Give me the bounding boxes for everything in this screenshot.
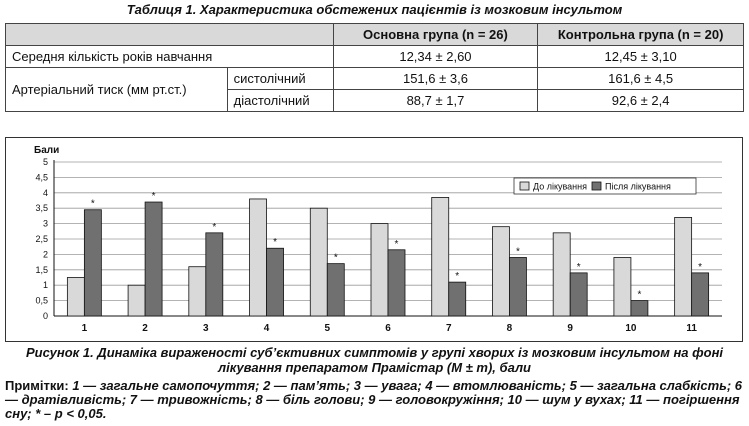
notes-label: Примітки: [5, 378, 69, 393]
bar-before [614, 257, 631, 316]
row-label: Середня кількість років навчання [6, 46, 334, 68]
x-tick-label: 5 [324, 323, 331, 334]
main-value: 88,7 ± 1,7 [333, 90, 538, 112]
significance-mark: * [273, 237, 277, 249]
x-tick-label: 8 [506, 323, 513, 334]
bar-chart [6, 138, 742, 341]
significance-mark: * [394, 238, 399, 250]
bar-before [189, 267, 206, 316]
main-value: 151,6 ± 3,6 [333, 68, 538, 90]
bar-before [553, 233, 570, 316]
notes-text: 1 — загальне самопочуття; 2 — пам’ять; 3 — увага; 4 — втомлюваність; 5 — загальна слабкість; 6 — дратівливість; 7 — тривожність; 8 — біль голови; 9 — головокружіння; 10 — шум у вухах; 11 — погіршення сну; * – p < 0,05. [5, 378, 743, 421]
bar-after [388, 250, 405, 316]
bar-after [449, 282, 466, 316]
bar-before [310, 208, 327, 316]
row-sublabel: систолічний [227, 68, 333, 90]
y-tick-label: 5 [42, 157, 48, 167]
y-axis-label: Бали [34, 145, 60, 156]
row-label: Артеріальний тиск (мм рт.ст.) [6, 68, 228, 112]
legend-label: До лікування [533, 181, 587, 192]
bar-before [492, 227, 509, 316]
significance-mark: * [516, 246, 520, 258]
y-tick-label: 4,5 [35, 172, 48, 183]
x-tick-label: 7 [445, 323, 452, 334]
bar-after [267, 248, 284, 316]
y-tick-label: 2 [42, 249, 48, 260]
bar-after [570, 273, 587, 316]
significance-mark: * [637, 289, 642, 301]
bar-after [84, 210, 101, 316]
table-title: Таблиця 1. Характеристика обстежених пацієнтів із мозковим інсультом [126, 2, 623, 17]
x-tick-label: 2 [142, 323, 148, 334]
table-row [6, 46, 744, 68]
y-tick-label: 2,5 [35, 234, 48, 244]
bar-after [509, 257, 526, 316]
patients-table [5, 23, 744, 112]
control-value: 12,45 ± 3,10 [538, 46, 744, 68]
main-value: 12,34 ± 2,60 [333, 46, 538, 68]
y-tick-label: 0,5 [35, 295, 48, 306]
x-tick-label: 6 [385, 323, 391, 334]
legend-swatch [592, 182, 601, 190]
control-value: 161,6 ± 4,5 [538, 68, 744, 90]
significance-mark: * [698, 261, 703, 273]
row-sublabel: діастолічний [227, 90, 333, 112]
bar-before [128, 285, 145, 316]
bar-after [327, 264, 344, 316]
bar-before [371, 224, 388, 316]
bar-before [250, 199, 267, 316]
y-tick-label: 1 [42, 280, 48, 291]
legend-label: Після лікування [605, 181, 671, 192]
x-tick-label: 4 [263, 323, 270, 334]
x-tick-label: 9 [567, 323, 573, 334]
figure-notes [5, 379, 744, 421]
header-control-group: Контрольна група (n = 20) [538, 24, 744, 46]
significance-mark: * [151, 191, 156, 203]
significance-mark: * [455, 271, 460, 283]
x-tick-label: 3 [203, 323, 209, 334]
legend-swatch [520, 182, 529, 190]
significance-mark: * [576, 261, 581, 273]
significance-mark: * [333, 252, 338, 264]
bar-before [67, 278, 84, 317]
header-main-group: Основна група (n = 26) [333, 24, 538, 46]
y-tick-label: 1,5 [35, 264, 48, 275]
header-empty-cell [6, 24, 334, 46]
y-tick-label: 3,5 [35, 203, 48, 214]
x-tick-label: 11 [686, 323, 697, 334]
y-tick-label: 4 [42, 187, 48, 198]
x-tick-label: 1 [81, 323, 88, 334]
table-header-row [6, 24, 744, 46]
chart-frame [5, 137, 743, 342]
bar-after [692, 273, 709, 316]
bar-after [206, 233, 223, 316]
y-tick-label: 0 [42, 311, 48, 321]
x-tick-label: 10 [625, 323, 637, 334]
table-row [6, 68, 744, 90]
significance-mark: * [90, 198, 95, 210]
bar-before [675, 217, 692, 316]
figure-caption: Рисунок 1. Динаміка вираженості суб’єктивних симптомів у групі хворих із мозковим інсультом на фоні лікування препаратом Прамістар (M ± m), бали [25, 345, 724, 375]
bar-after [145, 202, 162, 316]
bar-after [631, 301, 648, 316]
control-value: 92,6 ± 2,4 [538, 90, 744, 112]
bar-before [432, 197, 449, 316]
significance-mark: * [212, 221, 217, 233]
y-tick-label: 3 [42, 218, 48, 229]
